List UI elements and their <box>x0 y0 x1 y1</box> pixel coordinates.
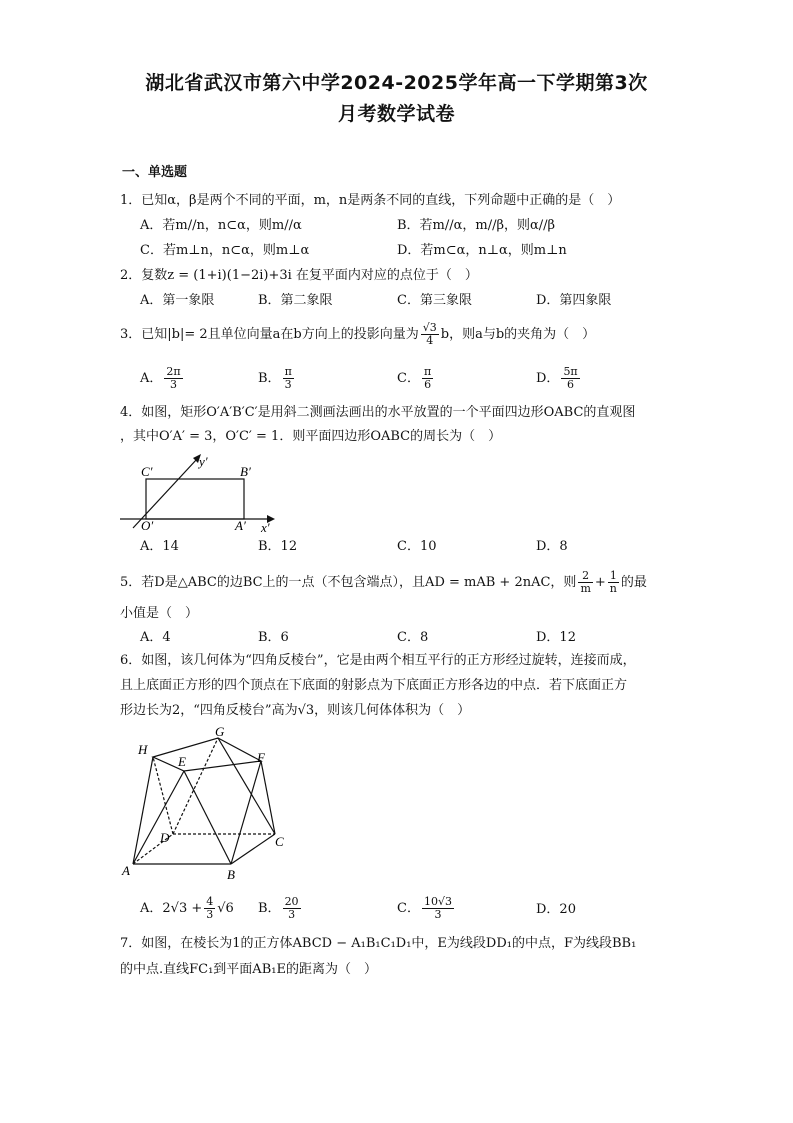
question-4-stem-line1: 4．如图，矩形O′A′B′C′是用斜二测画法画出的水平放置的一个平面四边形OABC的直观图 <box>120 405 636 420</box>
question-7-stem-line2: 的中点.直线FC₁到平面AB₁E的距离为（ ） <box>120 962 377 977</box>
question-1-option-b: B．若m//α，m//β，则α//β <box>397 218 556 233</box>
question-3-stem <box>120 322 595 347</box>
label-h: H <box>138 742 148 757</box>
question-3-option-b-num: π <box>284 365 292 378</box>
question-3-option-a-den: 3 <box>170 378 177 391</box>
question-6-stem-line3: 形边长为2，“四角反棱台”高为√3，则该几何体体积为（ ） <box>120 703 471 718</box>
question-6-option-a-den: 3 <box>206 908 214 921</box>
label-o-prime: O′ <box>141 518 154 533</box>
question-4-option-b: B．12 <box>258 539 298 554</box>
label-a: A <box>122 863 130 878</box>
question-4-option-a: A．14 <box>140 539 179 554</box>
question-4-stem-line2: ，其中O′A′ = 3，O′C′ = 1．则平面四边形OABC的周长为（ ） <box>120 429 502 444</box>
question-6-option-a-label: A． <box>140 901 163 916</box>
question-3-option-c-den: 6 <box>424 378 432 391</box>
question-6-figure <box>118 724 298 886</box>
label-a-prime: A′ <box>235 518 246 533</box>
question-4-option-c: C．10 <box>397 539 437 554</box>
question-5-stem-line1 <box>120 570 647 595</box>
question-6-stem-line1: 6．如图，该几何体为“四角反棱台”，它是由两个相互平行的正方形经过旋转，连接而成， <box>120 653 636 668</box>
label-e: E <box>178 754 186 769</box>
question-5-stem-part2: 的最 <box>620 575 647 590</box>
question-3-option-a-label: A． <box>140 371 163 386</box>
question-5-option-a: A．4 <box>140 630 171 645</box>
question-3-option-d-num: 5π <box>563 365 578 378</box>
label-c: C <box>275 834 284 849</box>
question-6-option-c <box>397 896 456 921</box>
question-3-option-c <box>397 366 435 391</box>
question-2-stem: 2．复数z = (1+i)(1−2i)+3i 在复平面内对应的点位于（ ） <box>120 268 478 283</box>
edge-bf <box>231 761 261 864</box>
edge-cg <box>218 738 275 834</box>
question-3-option-b-label: B． <box>258 371 281 386</box>
label-b-prime: B′ <box>240 464 251 479</box>
edge-be <box>184 771 231 864</box>
question-2-option-a: A．第一象限 <box>140 293 215 308</box>
question-4-figure <box>115 448 285 533</box>
question-6-option-b <box>258 896 303 921</box>
question-3-stem-part2: b，则a与b的夹角为（ ） <box>440 327 596 342</box>
question-3-fraction-num: √3 <box>422 321 437 334</box>
question-3-fraction <box>421 322 439 347</box>
question-6-option-c-label: C． <box>397 901 420 916</box>
question-5-frac2-den: n <box>609 582 617 595</box>
question-6-option-c-den: 3 <box>434 908 442 921</box>
question-1-option-c: C．若m⊥n，n⊂α，则m⊥α <box>140 243 310 258</box>
label-d: D <box>160 830 170 845</box>
question-3-fraction-den: 4 <box>426 334 434 347</box>
question-3-option-d <box>536 366 582 391</box>
question-3-option-a <box>140 366 185 391</box>
question-6-option-b-label: B． <box>258 901 281 916</box>
label-x-prime: x′ <box>261 520 270 533</box>
question-6-option-a-post: √6 <box>217 901 234 916</box>
question-3-option-a-num: 2π <box>166 365 181 378</box>
question-5-option-c: C．8 <box>397 630 429 645</box>
question-3-option-c-label: C． <box>397 371 420 386</box>
question-4-option-d: D．8 <box>536 539 568 554</box>
edge-dg <box>173 738 218 834</box>
label-y-prime: y′ <box>199 454 208 469</box>
question-3-option-d-den: 6 <box>567 378 575 391</box>
question-2-option-b: B．第二象限 <box>258 293 333 308</box>
question-6-option-a-pre: 2√3 + <box>162 901 203 916</box>
question-3-option-b-den: 3 <box>284 378 292 391</box>
label-b: B <box>227 867 235 882</box>
edge-ah <box>133 757 153 864</box>
question-2-option-d: D．第四象限 <box>536 293 612 308</box>
question-3-stem-part1: 3．已知|b|= 2且单位向量a在b方向上的投影向量为 <box>120 327 419 342</box>
page-title-line1: 湖北省武汉市第六中学2024-2025学年高一下学期第3次 <box>145 72 648 94</box>
question-3-option-d-label: D． <box>536 371 560 386</box>
question-5-frac1-den: m <box>580 582 591 595</box>
label-g: G <box>215 724 225 739</box>
top-square <box>153 738 261 771</box>
question-6-option-d: D．20 <box>536 902 576 917</box>
label-f: F <box>257 750 265 765</box>
edge-bc <box>231 834 275 864</box>
question-2-option-c: C．第三象限 <box>397 293 472 308</box>
question-5-stem-line2: 小值是（ ） <box>120 606 199 621</box>
question-1-option-a: A．若m//n，n⊂α，则m//α <box>140 218 302 233</box>
question-6-option-a <box>140 896 234 921</box>
label-c-prime: C′ <box>141 464 153 479</box>
section-heading: 一、单选题 <box>122 165 188 180</box>
question-6-option-a-num: 4 <box>206 895 214 908</box>
question-3-option-b <box>258 366 296 391</box>
question-3-option-c-num: π <box>423 365 432 378</box>
question-6-stem-line2: 且上底面正方形的四个顶点在下底面的射影点为下底面正方形各边的中点．若下底面正方 <box>120 678 628 693</box>
question-7-stem-line1: 7．如图，在棱长为1的正方体ABCD − A₁B₁C₁D₁中，E为线段DD₁的中点，F为线段BB₁ <box>120 936 637 951</box>
question-5-frac1-num: 2 <box>578 570 592 583</box>
question-5-frac2-num: 1 <box>608 570 619 583</box>
question-6-option-b-den: 3 <box>288 908 296 921</box>
question-5-option-b: B．6 <box>258 630 289 645</box>
question-5-plus: + <box>594 575 606 590</box>
question-6-option-b-num: 20 <box>284 895 299 908</box>
question-1-option-d: D．若m⊂α，n⊥α，则m⊥n <box>397 243 567 258</box>
edge-ae <box>133 771 184 864</box>
page-title-line2: 月考数学试卷 <box>337 103 455 125</box>
question-1-stem: 1．已知α，β是两个不同的平面，m，n是两条不同的直线，下列命题中正确的是（ ） <box>120 193 621 208</box>
question-5-option-d: D．12 <box>536 630 576 645</box>
question-6-option-c-num: 10√3 <box>423 895 452 908</box>
question-5-stem-part1: 5．若D是△ABC的边BC上的一点（不包含端点），且AD = mAB + 2nAC，则 <box>120 575 577 590</box>
